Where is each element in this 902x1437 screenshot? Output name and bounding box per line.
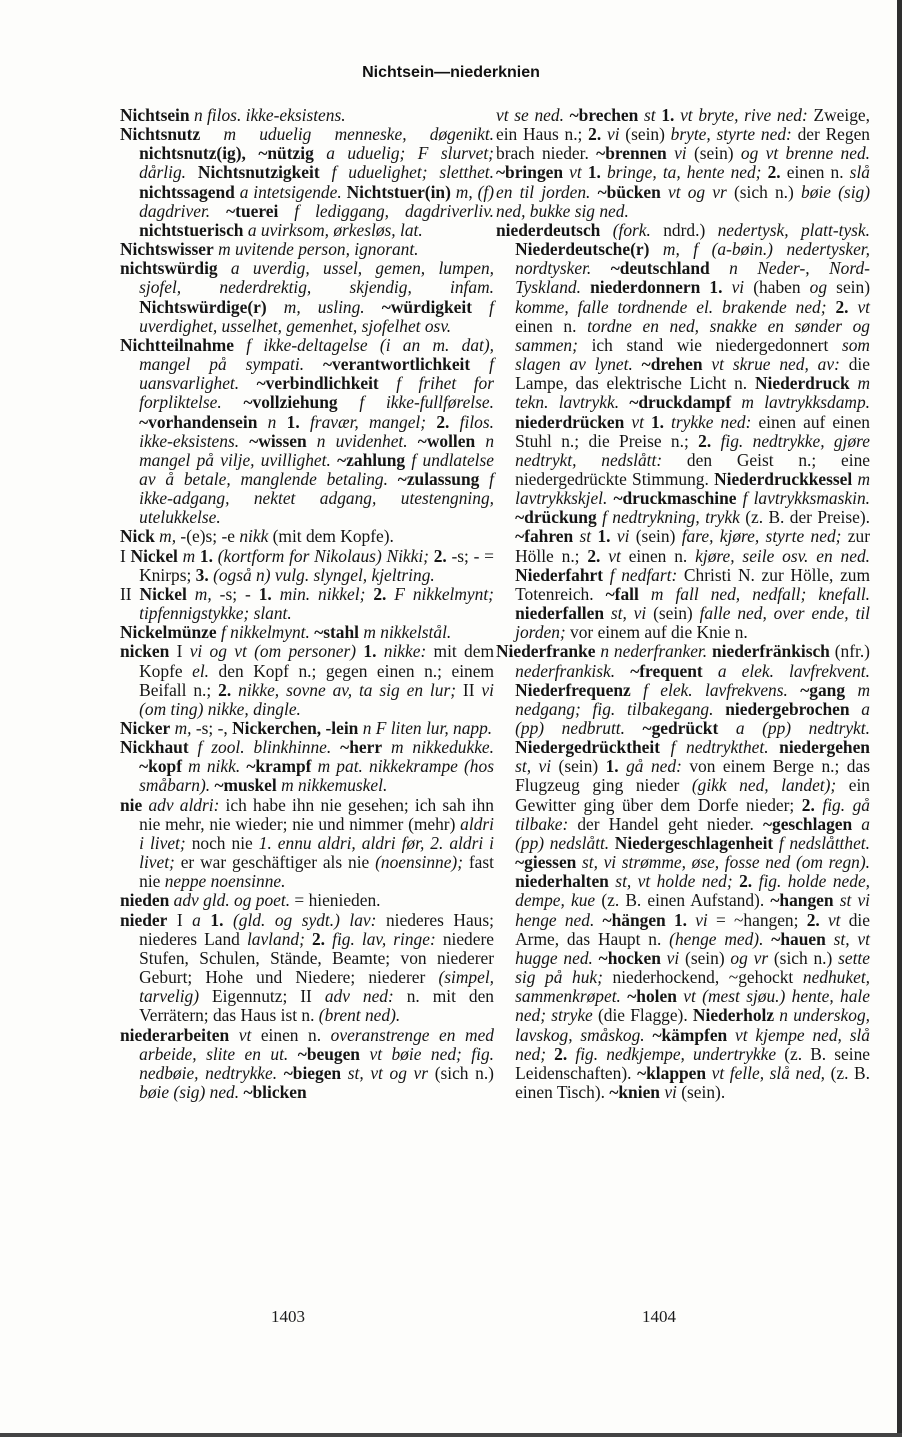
dictionary-entry: Niederfranke n nederfranker. niederfränkisch (nfr.) nederfrankisk. ~frequent a elek. lavfrekvent. Niederfrequenz f elek. lavfrekvens. ~gang m nedgang; fig. tilbakegang. niedergebrochen a (pp) nedbrutt. ~gedrückt a (pp) nedtrykt. Niedergedrücktheit f nedtrykthet. niedergehen st, vi (sein) 1. gå ned: von einem Berge n.; das Flugzeug ging nieder (gikk ned, landet); ein Gewitter ging über dem Dorfe nieder; 2. fig. gå tilbake: der Handel geht nieder. ~geschlagen a (pp) nedslått. Niedergeschlagenheit f nedslåtthet. ~giessen st, vi strømme, øse, fosse ned (om regn). niederhalten st, vt holde ned; 2. fig. holde nede, dempe, kue (z. B. einen Aufstand). ~hangen st vi henge ned. ~hängen 1. vi = ~hangen; 2. vt die Arme, das Haupt n. (henge med). ~hauen st, vt hugge ned. ~hocken vi (sein) og vr (sich n.) sette sig på huk; niederhockend, ~gehockt nedhuket, sammenkrøpet. ~holen vt (mest sjøu.) hente, hale ned; stryke (die Flagge). Niederholz n underskog, lavskog, småskog. ~kämpfen vt kjempe ned, slå ned; 2. fig. nedkjempe, undertrykke (z. B. seine Leidenschaften). ~klappen vt felle, slå ned, (z. B. einen Tisch). ~knien vi (sein). bbox=[496, 641, 871, 1102]
page-edge-bottom bbox=[0, 1433, 902, 1437]
dictionary-entry: Nichtsnutz m uduelig menneske, døgenikt. nichtsnutz(ig), ~nützig a uduelig; F slurvet; dårlig. Nichtsnutzigkeit f uduelighet; sletthet. nichtssagend a intetsigende. Nichtstuer(in) m, (f) dagdriver. ~tuerei f lediggang, dagdriverliv. nichtstuerisch a uvirksom, ørkesløs, lat. bbox=[120, 124, 494, 240]
dictionary-entry: nichtswürdig a uverdig, ussel, gemen, lumpen, sjofel, nederdrektig, skjendig, infam. Nichtswürdige(r) m, usling. ~würdigkeit f uverdighet, usselhet, gemenhet, sjofelhet osv. bbox=[120, 258, 494, 336]
dictionary-entry: niederarbeiten vt einen n. overanstrenge en med arbeide, slite en ut. ~beugen vt bøie ned; fig. nedbøie, nedtrykke. ~biegen st, vt og vr (sich n.) bøie (sig) ned. ~blicken bbox=[120, 1024, 494, 1102]
dictionary-entry: vt se ned. ~brechen st 1. vt bryte, rive ned: Zweige, ein Haus n.; 2. vi (sein) bryte, styrte ned: der Regen brach nieder. ~brennen vi (sein) og vt brenne ned. ~bringen vt 1. bringe, ta, hente ned; 2. einen n. slå en til jorden. ~bücken vt og vr (sich n.) bøie (sig) ned, bukke sig ned. bbox=[496, 105, 871, 221]
dictionary-entry: Nickhaut f zool. blinkhinne. ~herr m nikkedukke. ~kopf m nikk. ~krampf m pat. nikkekrampe (hos småbarn). ~muskel m nikkemuskel. bbox=[120, 737, 494, 796]
dictionary-entry: nie adv aldri: ich habe ihn nie gesehen; ich sah ihn nie mehr, nie wieder; nie und nimmer (mehr) aldri i livet; noch nie 1. ennu aldri, aldri før, 2. aldri i livet; er war geschäftiger als nie (noensinne); fast nie neppe noensinne. bbox=[120, 794, 495, 892]
dictionary-entry: nieder I a 1. (gld. og sydt.) lav: niederes Haus; niederes Land lavland; 2. fig. lav, ringe: niedere Stufen, Schulen, Stände, Beamte; von niederer Geburt; Hohe und Niedere; niederer (simpel, tarvelig) Eigennutz; II adv ned: n. mit den Verrätern; das Haus ist n. (brent ned). bbox=[120, 909, 494, 1026]
running-header: Nichtsein—niederknien bbox=[362, 64, 540, 81]
page-number-left: 1403 bbox=[271, 1307, 305, 1326]
dictionary-entry: Nichtsein n filos. ikke-eksistens. bbox=[120, 105, 346, 125]
dictionary-entry: nieden adv gld. og poet. = hienieden. bbox=[120, 890, 381, 911]
dictionary-entry: II Nickel m, -s; - 1. min. nikkel; 2. F nikkelmynt; tipfennigstykke; slant. bbox=[120, 583, 494, 624]
page-number-right: 1404 bbox=[642, 1307, 676, 1326]
dictionary-entry: Nicker m, -s; -, Nickerchen, -lein n F liten lur, napp. bbox=[120, 718, 493, 738]
dictionary-entry: Nick m, -(e)s; -e nikk (mit dem Kopfe). bbox=[120, 526, 394, 547]
dictionary-entry: Nickelmünze f nikkelmynt. ~stahl m nikkelstål. bbox=[120, 622, 452, 643]
dictionary-entry: Nichtteilnahme f ikke-deltagelse (i an m. dat), mangel på sympati. ~verantwortlichkeit f uansvarlighet. ~verbindlichkeit f frihet for forpliktelse. ~vollziehung f ikke-fullførelse. ~vorhandensein n 1. fravær, mangel; 2. filos. ikke-eksistens. ~wissen n uvidenhet. ~wollen n mangel på vilje, uvillighet. ~zahlung f undlatelse av å betale, manglende betaling. ~zulassung f ikke-adgang, nektet adgang, utestengning, utelukkelse. bbox=[120, 334, 495, 528]
dictionary-entry: niederdeutsch (fork. ndrd.) nedertysk, platt-tysk. Niederdeutsche(r) m, f (a-bøin.) nedertysker, nordtysker. ~deutschland n Neder-, Nord-Tyskland. niederdonnern 1. vi (haben og sein) komme, falle tordnende el. brakende ned; 2. vt einen n. tordne en ned, snakke en sønder og sammen; ich stand wie niedergedonnert som slagen av lynet. ~drehen vt skrue ned, av: die Lampe, das elektrische Licht n. Niederdruck m tekn. lavtrykk. ~druckdampf m lavtrykksdamp. niederdrücken vt 1. trykke ned: einen auf einen Stuhl n.; die Preise n.; 2. fig. nedtrykke, gjøre nedtrykt, nedslått: den Geist n.; eine niedergedrückte Stimmung. Niederdruckkessel m lavtrykkskjel. ~druckmaschine f lavtrykksmaskin. ~drückung f nedtrykning, trykk (z. B. der Preise). ~fahren st 1. vi (sein) fare, kjøre, styrte ned; zur Hölle n.; 2. vt einen n. kjøre, seile osv. en ned. Niederfahrt f nedfart: Christi N. zur Hölle, zum Totenreich. ~fall m fall ned, nedfall; knefall. niederfallen st, vi (sein) falle ned, over ende, til jorden; vor einem auf die Knie n. bbox=[496, 219, 871, 643]
page-edge-right bbox=[897, 0, 902, 1437]
dictionary-entry: Nichtswisser m uvitende person, ignorant. bbox=[120, 239, 419, 260]
left-column bbox=[120, 106, 494, 1102]
right-column bbox=[496, 106, 870, 1102]
dictionary-entry: nicken I vi og vt (om personer) 1. nikke: mit dem Kopfe el. den Kopf n.; gegen einen n.; einem Beifall n.; 2. nikke, sovne av, ta sig en lur; II vi (om ting) nikke, dingle. bbox=[120, 641, 494, 719]
dictionary-entry: I Nickel m 1. (kortform for Nikolaus) Nikki; 2. -s; - = Knirps; 3. (også n) vulg. slyngel, kjeltring. bbox=[120, 545, 494, 585]
